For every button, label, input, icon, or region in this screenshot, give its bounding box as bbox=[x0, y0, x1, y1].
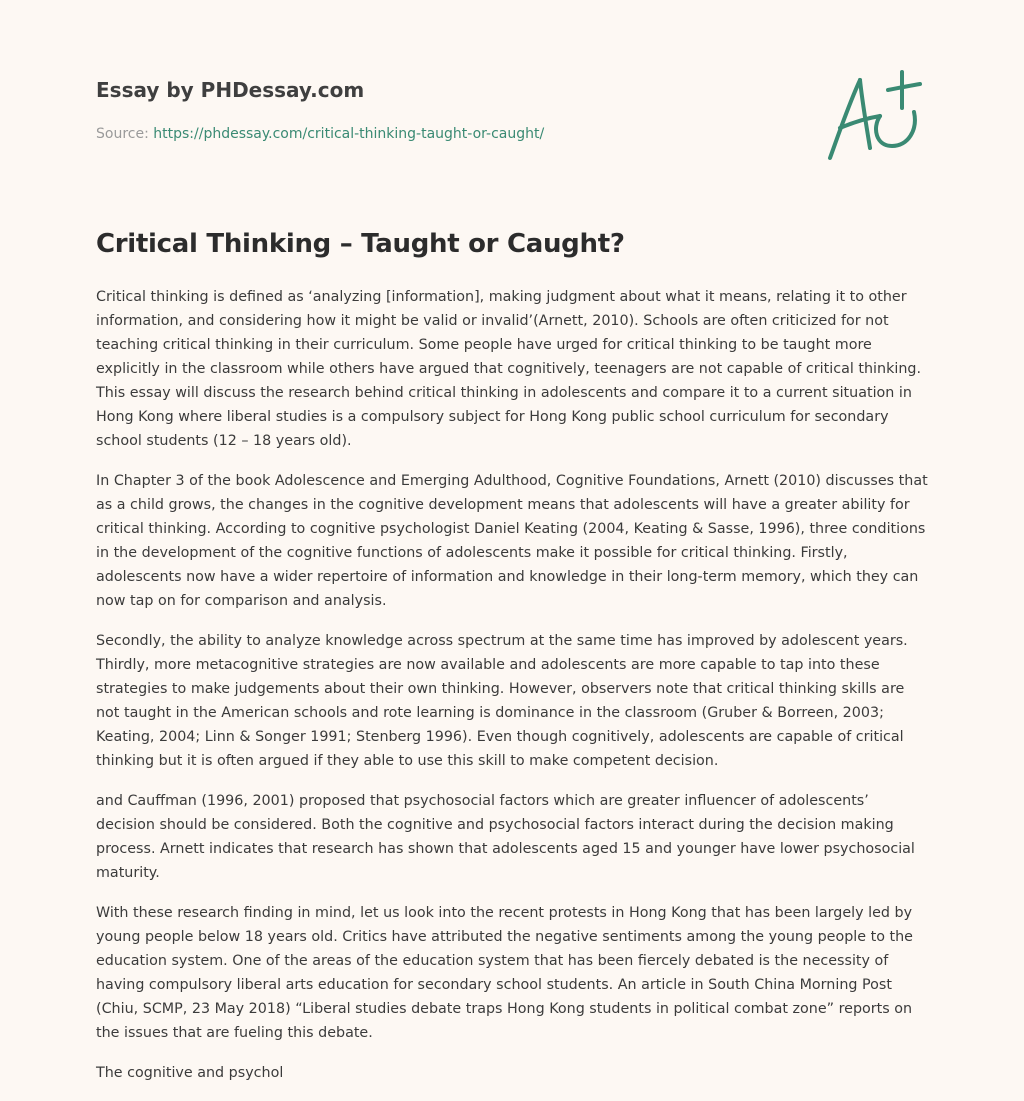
essay-paragraph: With these research finding in mind, let us look into the recent protests in Hong Kong that has been largely led by young people below 18 years old. Critics have attributed the negative sentiments among the young people to the education system. One of the areas of the education system that has been fiercely debated is the necessity of having compulsory liberal arts education for secondary school students. An article in South China Morning Post (Chiu, SCMP, 23 May 2018) “Liberal studies debate traps Hong Kong students in political combat zone” reports on the issues that are fueling this debate. bbox=[96, 905, 913, 1041]
source-link[interactable]: https://phdessay.com/critical-thinking-taught-or-caught/ bbox=[153, 126, 545, 142]
essay-paragraph: The cognitive and psychol bbox=[96, 1065, 284, 1081]
a-plus-grade-icon bbox=[822, 66, 928, 166]
essay-paragraph: Secondly, the ability to analyze knowledge across spectrum at the same time has improved by adolescent years. Thirdly, more metacognitive strategies are now available and adolescents are more capable to tap into these strategies to make judgements about their own thinking. However, observers note that critical thinking skills are not taught in the American schools and rote learning is dominance in the classroom (Gruber & Borreen, 2003; Keating, 2004; Linn & Songer 1991; Stenberg 1996). Even though cognitively, adolescents are capable of critical thinking but it is often argued if they able to use this skill to make competent decision. bbox=[96, 633, 908, 769]
essay-paragraph: Critical thinking is defined as ‘analyzing [information], making judgment about what it means, relating it to other information, and considering how it might be valid or invalid’(Arnett, 2010). Schools are often criticized for not teaching critical thinking in their curriculum. Some people have urged for critical thinking to be taught more explicitly in the classroom while others have argued that cognitively, teenagers are not capable of critical thinking. This essay will discuss the research behind critical thinking in adolescents and compare it to a current situation in Hong Kong where liberal studies is a compulsory subject for Hong Kong public school curriculum for secondary school students (12 – 18 years old). bbox=[96, 289, 921, 449]
essay-paragraph: and Cauffman (1996, 2001) proposed that psychosocial factors which are greater influencer of adolescents’ decision should be considered. Both the cognitive and psychosocial factors interact during the decision making process. Arnett indicates that research has shown that adolescents aged 15 and younger have lower psychosocial maturity. bbox=[96, 793, 915, 881]
source-label: Source: bbox=[96, 126, 149, 142]
essay-paragraph: In Chapter 3 of the book Adolescence and Emerging Adulthood, Cognitive Foundations, Arnett (2010) discusses that as a child grows, the changes in the cognitive development means that adolescents will have a greater ability for critical thinking. According to cognitive psychologist Daniel Keating (2004, Keating & Sasse, 1996), three conditions in the development of the cognitive functions of adolescents make it possible for critical thinking. Firstly, adolescents now have a wider repertoire of information and knowledge in their long-term memory, which they can now tap on for comparison and analysis. bbox=[96, 473, 928, 609]
site-title: Essay by PHDessay.com bbox=[96, 78, 365, 102]
page-header bbox=[96, 76, 928, 176]
essay-body bbox=[96, 285, 928, 1101]
source-line bbox=[96, 124, 544, 144]
essay-title: Critical Thinking – Taught or Caught? bbox=[96, 229, 625, 259]
